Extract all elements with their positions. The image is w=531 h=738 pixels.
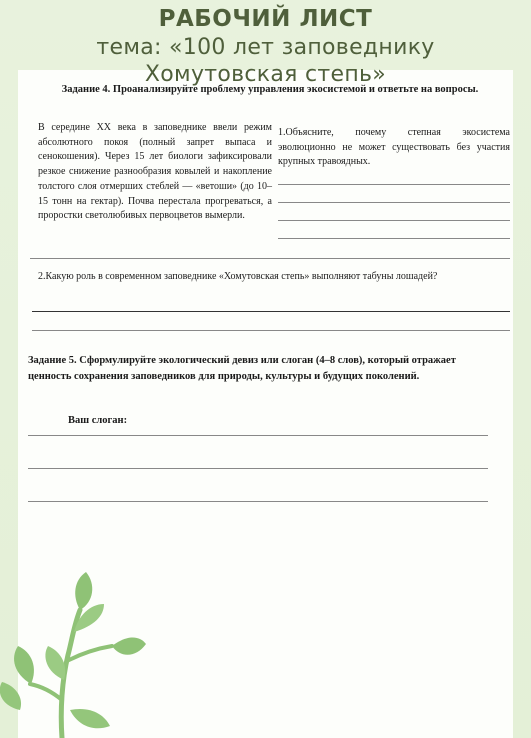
answer-line[interactable] xyxy=(278,220,510,221)
answer-line[interactable] xyxy=(32,330,510,331)
answer-line[interactable] xyxy=(278,238,510,239)
slogan-answer-line[interactable] xyxy=(28,468,488,469)
slogan-answer-line[interactable] xyxy=(28,501,488,502)
task4-question-2: 2.Какую роль в современном заповеднике «Хомутовская степь» выполняют табуны лошадей? xyxy=(38,271,438,282)
slogan-label: Ваш слоган: xyxy=(68,415,128,426)
topic-line-2: Хомутовская степь» xyxy=(144,62,387,87)
topic-line-1: тема: «100 лет заповеднику xyxy=(96,35,435,60)
answer-line[interactable] xyxy=(32,311,510,312)
section-divider xyxy=(30,258,510,259)
answer-line[interactable] xyxy=(278,202,510,203)
page-title: РАБОЧИЙ ЛИСТ xyxy=(158,6,373,32)
slogan-answer-line[interactable] xyxy=(28,435,488,436)
task4-scenario-text: В середине XX века в заповеднике ввели режим абсолютного покоя (полный запрет выпаса и сенокошения). Через 15 лет биологи зафиксировали резкое снижение разнообразия ковылей и накопление толстого слоя отмерших стеблей — «ветоши» (до 10–15 тонн на гектар). Почва перестала прогреваться, а проростки светолюбивых первоцветов вымерли. xyxy=(38,122,272,222)
plant-sprout-icon xyxy=(0,560,150,738)
task4-question-1: 1.Объясните, почему степная экосистема эволюционно не может существовать без участия крупных травоядных. xyxy=(278,127,510,167)
answer-line[interactable] xyxy=(278,184,510,185)
task5-heading: Задание 5. Сформулируйте экологический девиз или слоган (4–8 слов), который отражает ценность сохранения заповедников для природы, культуры и будущих поколений. xyxy=(28,355,456,382)
task4-heading: Задание 4. Проанализируйте проблему управления экосистемой и ответьте на вопросы. xyxy=(61,84,479,95)
